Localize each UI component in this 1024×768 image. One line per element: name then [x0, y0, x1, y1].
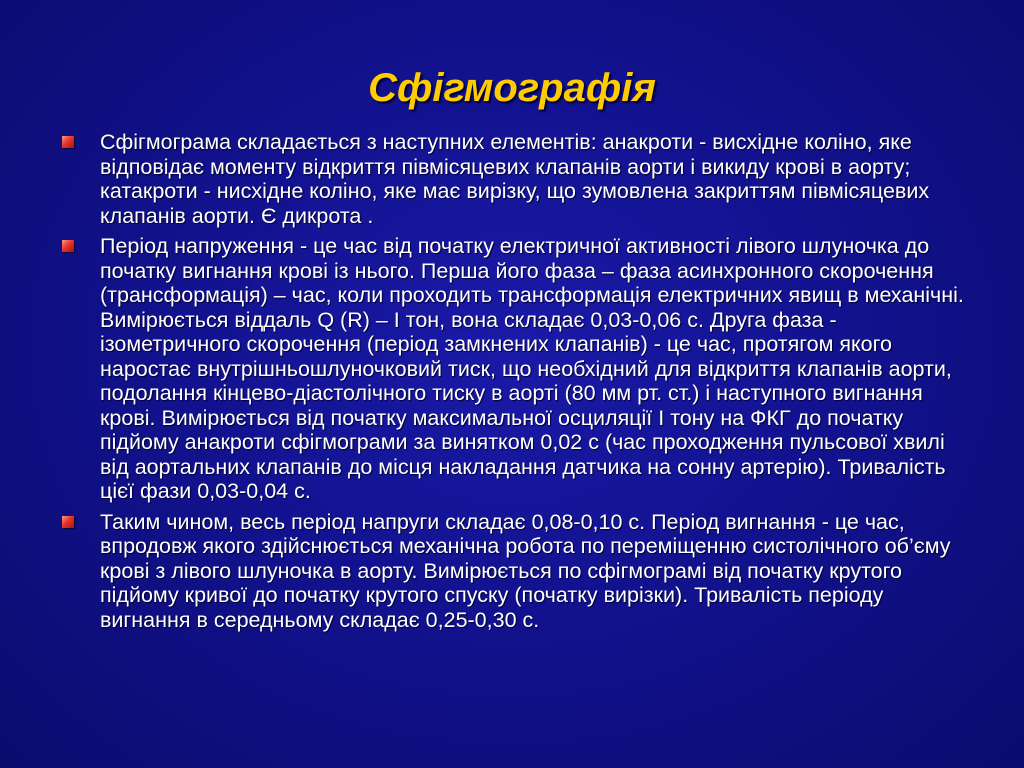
bullet-text: Сфігмограма складається з наступних елементів: анакроти - висхідне коліно, яке відповідає моменту відкриття півмісяцевих клапанів аорти і викиду крові в аорту; катакроти - нисхідне коліно, яке має вирізку, що зумовлена закриттям півмісяцевих клапанів аорти. Є дикрота . [100, 130, 930, 228]
square-bullet-icon [62, 240, 74, 252]
bullet-item [58, 510, 978, 633]
bullet-item [58, 234, 978, 504]
bullet-text: Період напруження - це час від початку електричної активності лівого шлуночка до початку вигнання крові із нього. Перша його фаза – фаза асинхронного скорочення (трансформація) – час, коли проходить трансформація електричних явищ в механічні. Вимірюється віддаль Q (R) – I тон, вона складає 0,03-0,06 с. Друга фаза - ізометричного скорочення (період замкнених клапанів) - це час, протягом якого наростає внутрішньошлуночковий тиск, що необхідний для відкриття клапанів аорти, подолання кінцево-діастолічного тиску в аорті (80 мм рт. ст.) і наступного вигнання крові. Вимірюється від початку максимальної осциляції I тону на ФКГ до початку підйому анакроти сфігмограми за винятком 0,02 с (час проходження пульсової хвилі від аортальних клапанів до місця накладання датчика на сонну артерію). Тривалість цієї фази 0,03-0,04 с. [100, 234, 964, 503]
square-bullet-icon [62, 516, 74, 528]
bullet-item [58, 130, 978, 228]
square-bullet-icon [62, 136, 74, 148]
bullet-text: Таким чином, весь період напруги складає 0,08-0,10 с. Період вигнання - це час, впродовж якого здійснюється механічна робота по переміщенню систолічного об’єму крові з лівого шлуночка в аорту. Вимірюється по сфігмограмі від початку крутого підйому кривої до початку крутого спуску (початку вирізки). Тривалість періоду вигнання в середньому складає 0,25-0,30 с. [100, 509, 951, 632]
bullet-list [58, 130, 978, 638]
slide-title: Сфігмографія [368, 66, 656, 110]
